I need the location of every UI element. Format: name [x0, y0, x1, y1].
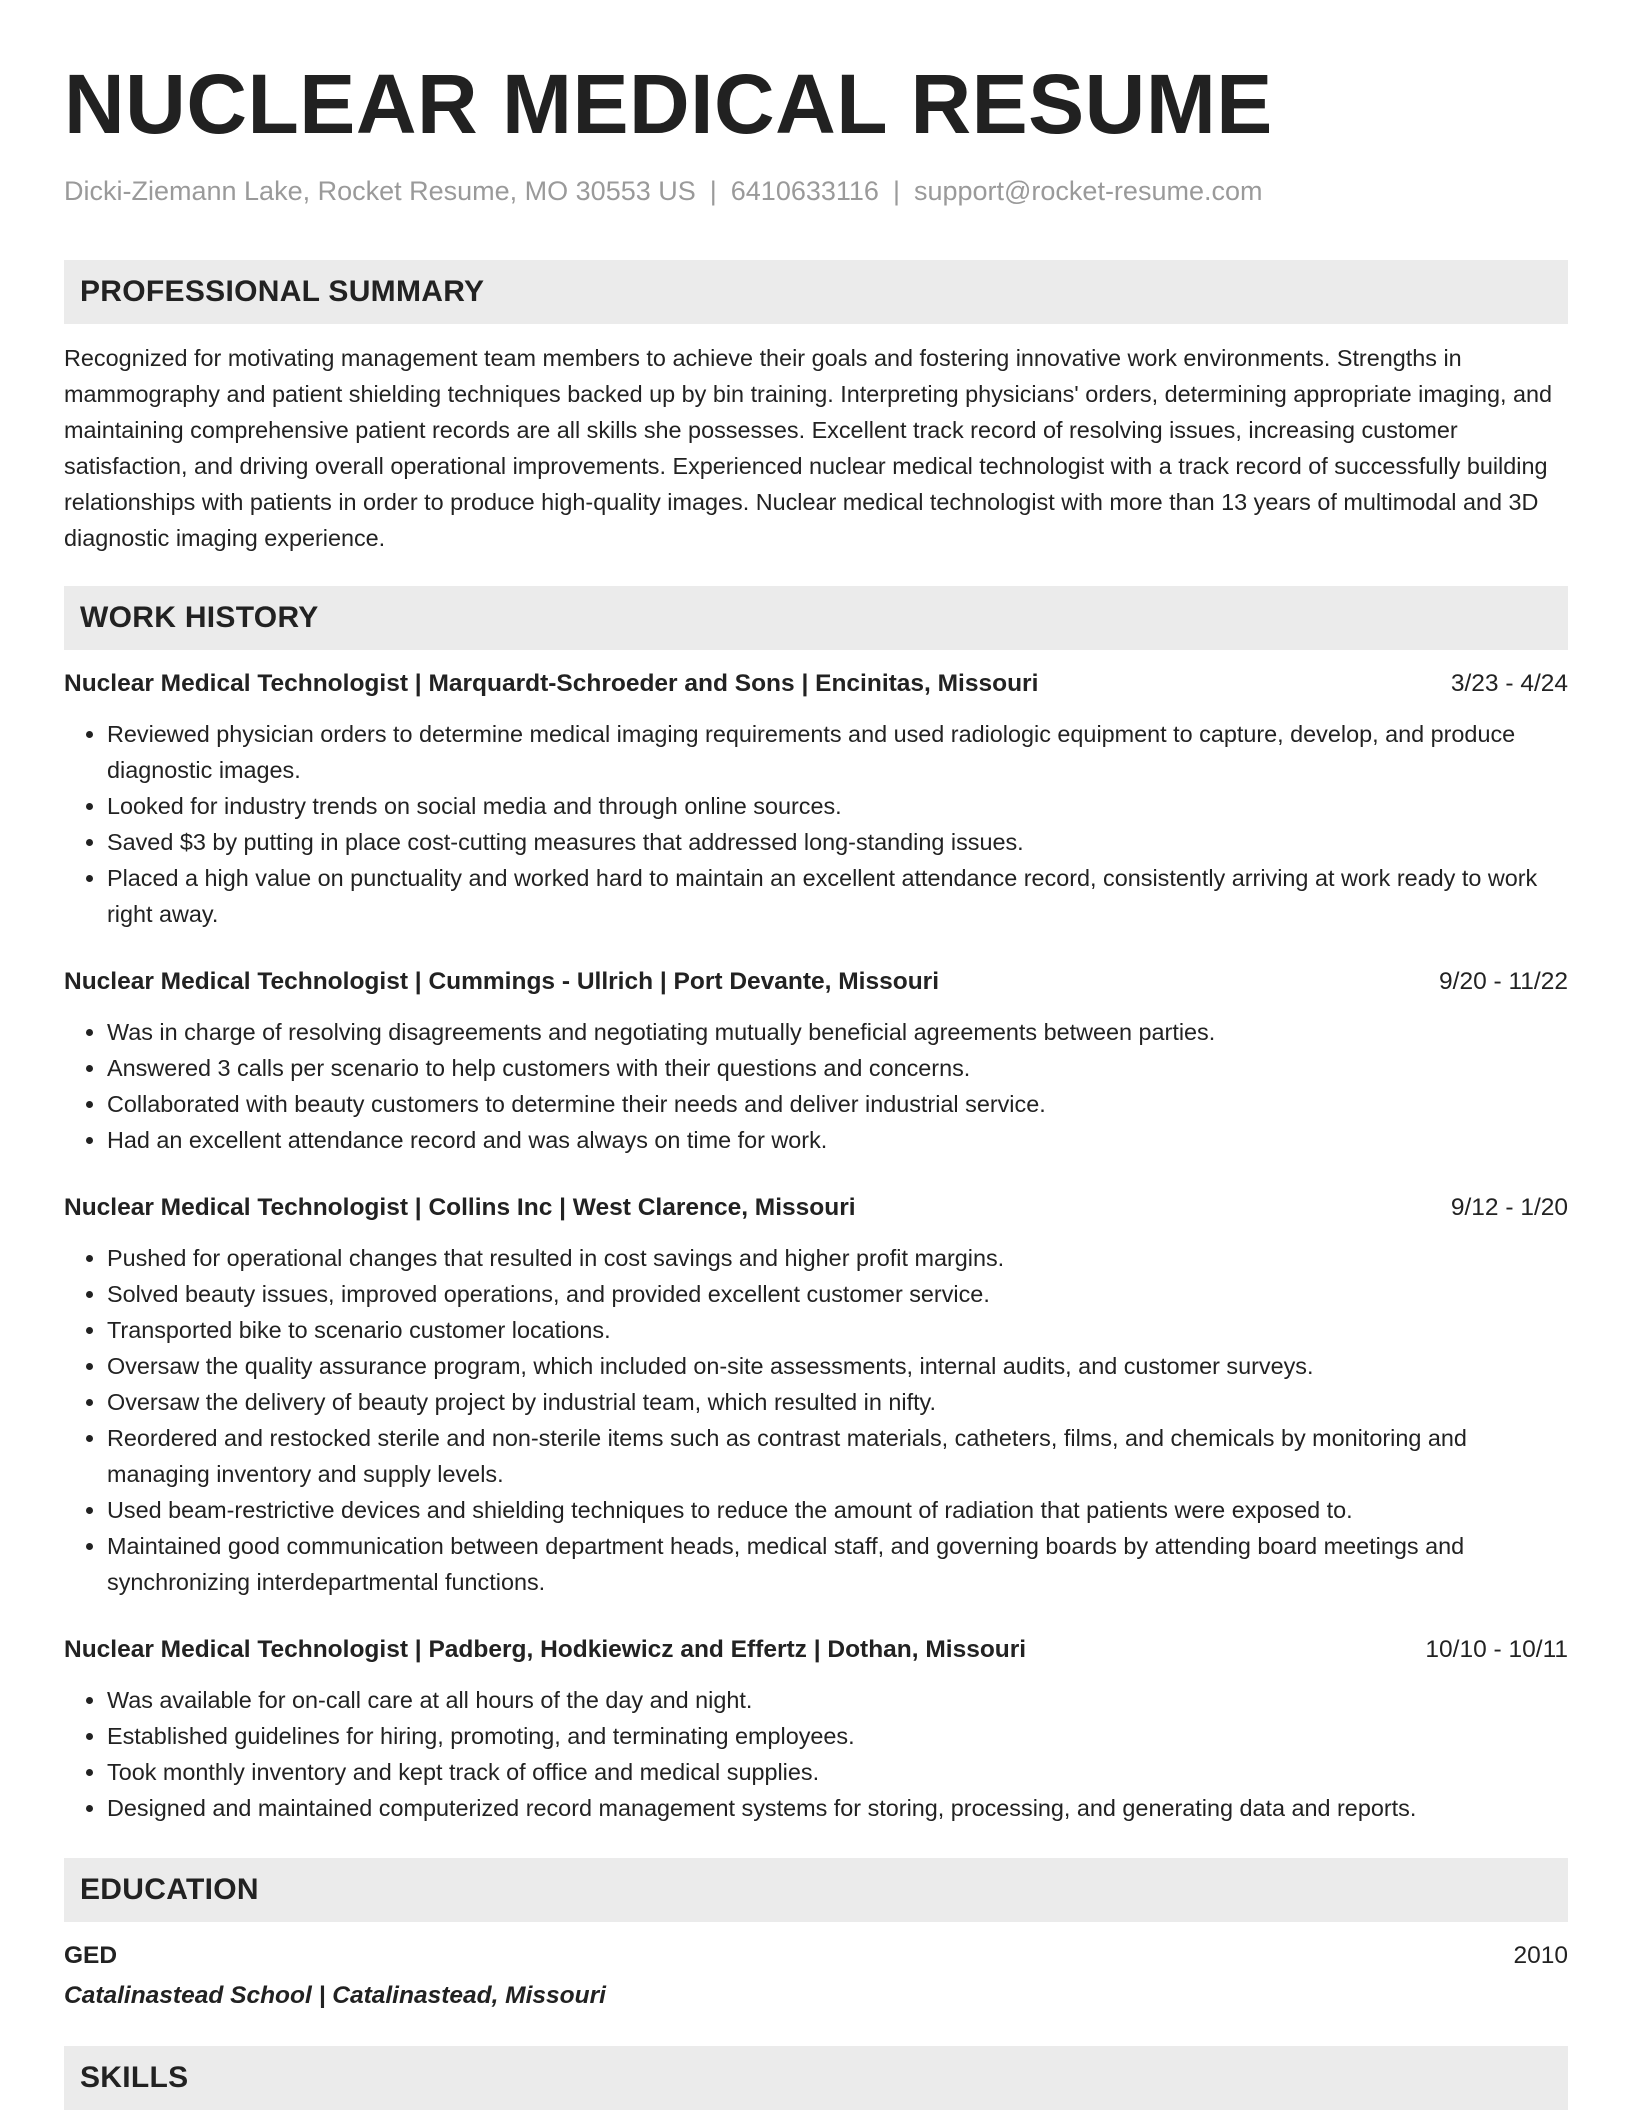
job-heading-row: [64, 964, 1568, 1000]
contact-email: support@rocket-resume.com: [913, 176, 1263, 206]
job-bullet-list: [64, 1014, 1568, 1158]
job-bullet: • Collaborated with beauty customers to determine their needs and deliver industrial service.: [107, 1086, 1568, 1122]
job-entry: [64, 964, 1568, 1158]
resume-title: NUCLEAR MEDICAL RESUME: [64, 57, 1273, 151]
job-bullet-list: [64, 716, 1568, 932]
contact-phone: 6410633116: [730, 176, 879, 206]
job-entry: [64, 1190, 1568, 1600]
job-bullet: • Solved beauty issues, improved operations, and provided excellent customer service.: [107, 1276, 1568, 1312]
education-year: 2010: [1513, 1942, 1568, 1969]
job-dates: 3/23 - 4/24: [1450, 670, 1568, 697]
job-bullet: • Was available for on-call care at all hours of the day and night.: [107, 1682, 1568, 1718]
job-bullet-list: [64, 1240, 1568, 1600]
resume-page: [64, 0, 1568, 2110]
job-title: Nuclear Medical Technologist | Collins Inc | West Clarence, Missouri: [64, 1194, 856, 1221]
job-bullet: • Pushed for operational changes that resulted in cost savings and higher profit margins.: [107, 1240, 1568, 1276]
summary-text: Recognized for motivating management team members to achieve their goals and fostering innovative work environments. Strengths in mammography and patient shielding techniques backed up by bin training. Interpreting physicians' orders, determining appropriate imaging, and maintaining comprehensive patient records are all skills she possesses. Excellent track record of resolving issues, increasing customer satisfaction, and driving overall operational improvements. Experienced nuclear medical technologist with a track record of successfully building relationships with patients in order to produce high-quality images. Nuclear medical technologist with more than 13 years of multimodal and 3D diagnostic imaging experience.: [64, 345, 1553, 551]
job-title: Nuclear Medical Technologist | Padberg, Hodkiewicz and Effertz | Dothan, Missouri: [64, 1636, 1027, 1663]
job-bullet: • Maintained good communication between department heads, medical staff, and governing boards by attending board meetings and synchronizing interdepartmental functions.: [107, 1528, 1568, 1600]
section-header-education: EDUCATION: [64, 1858, 1568, 1922]
job-bullet: • Placed a high value on punctuality and worked hard to maintain an excellent attendance record, consistently arriving at work ready to work right away.: [107, 860, 1568, 932]
job-bullet: • Saved $3 by putting in place cost-cutting measures that addressed long-standing issues.: [107, 824, 1568, 860]
job-bullet: • Oversaw the quality assurance program, which included on-site assessments, internal audits, and customer surveys.: [107, 1348, 1568, 1384]
job-heading-row: [64, 666, 1568, 702]
job-bullet: • Was in charge of resolving disagreements and negotiating mutually beneficial agreements between parties.: [107, 1014, 1568, 1050]
contact-line: [64, 174, 1568, 208]
section-header-work-history: WORK HISTORY: [64, 586, 1568, 650]
job-bullet: • Had an excellent attendance record and was always on time for work.: [107, 1122, 1568, 1158]
contact-separator: |: [709, 176, 717, 206]
job-entry: [64, 666, 1568, 932]
section-header-summary: PROFESSIONAL SUMMARY: [64, 260, 1568, 324]
job-dates: 9/20 - 11/22: [1439, 968, 1568, 995]
contact-separator: |: [892, 176, 900, 206]
job-bullet-list: [64, 1682, 1568, 1826]
job-bullet: • Designed and maintained computerized record management systems for storing, processing, and generating data and reports.: [107, 1790, 1568, 1826]
job-bullet: • Reviewed physician orders to determine medical imaging requirements and used radiologic equipment to capture, develop, and produce diagnostic images.: [107, 716, 1568, 788]
education-row: [64, 1938, 1568, 1974]
section-header-skills: SKILLS: [64, 2046, 1568, 2110]
job-bullet: • Used beam-restrictive devices and shielding techniques to reduce the amount of radiation that patients were exposed to.: [107, 1492, 1568, 1528]
job-bullet: • Reordered and restocked sterile and non-sterile items such as contrast materials, catheters, films, and chemicals by monitoring and managing inventory and supply levels.: [107, 1420, 1568, 1492]
education-degree: GED: [64, 1942, 118, 1969]
job-title: Nuclear Medical Technologist | Marquardt-Schroeder and Sons | Encinitas, Missouri: [64, 670, 1039, 697]
contact-address: Dicki-Ziemann Lake, Rocket Resume, MO 30553 US: [64, 176, 696, 206]
job-dates: 10/10 - 10/11: [1425, 1636, 1568, 1663]
job-title: Nuclear Medical Technologist | Cummings - Ullrich | Port Devante, Missouri: [64, 968, 940, 995]
job-bullet: • Oversaw the delivery of beauty project by industrial team, which resulted in nifty.: [107, 1384, 1568, 1420]
job-entry: [64, 1632, 1568, 1826]
job-dates: 9/12 - 1/20: [1450, 1194, 1568, 1221]
job-bullet: • Established guidelines for hiring, promoting, and terminating employees.: [107, 1718, 1568, 1754]
education-school: Catalinastead School | Catalinastead, Missouri: [64, 1982, 606, 2009]
job-bullet: • Transported bike to scenario customer locations.: [107, 1312, 1568, 1348]
job-heading-row: [64, 1190, 1568, 1226]
job-bullet: • Looked for industry trends on social media and through online sources.: [107, 788, 1568, 824]
job-bullet: • Took monthly inventory and kept track of office and medical supplies.: [107, 1754, 1568, 1790]
job-bullet: • Answered 3 calls per scenario to help customers with their questions and concerns.: [107, 1050, 1568, 1086]
job-heading-row: [64, 1632, 1568, 1668]
